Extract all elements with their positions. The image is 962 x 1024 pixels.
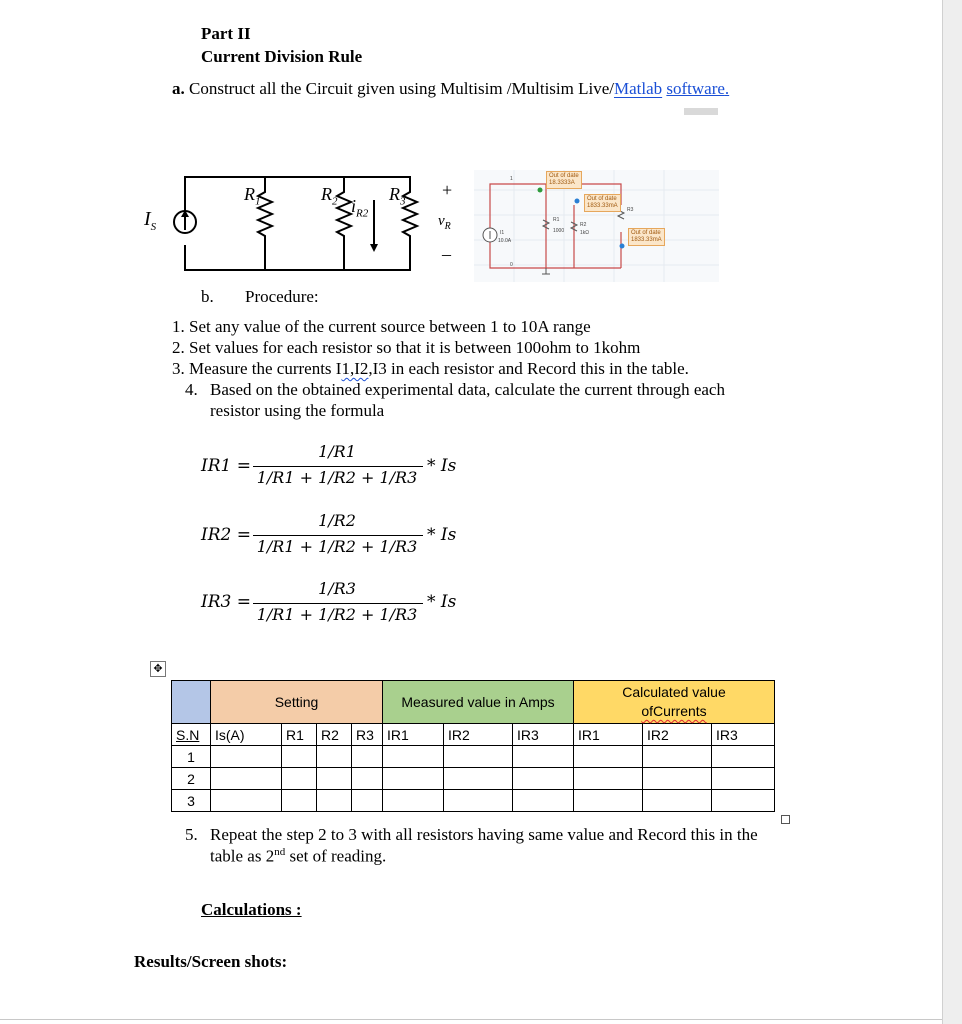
col-r1: R1: [282, 724, 317, 746]
step-5-line1: Repeat the step 2 to 3 with all resistors having same value and Record this in the: [210, 825, 758, 844]
plus-sign: +: [442, 180, 453, 200]
procedure-letter: b.: [201, 287, 214, 306]
probe-tag-1: Out of date 18.3333A: [546, 171, 582, 189]
sim-r2-value: 1kΩ: [580, 230, 590, 236]
r1-label: $R_1$: [244, 184, 261, 208]
table-row: [172, 790, 775, 812]
sim-r1-name: R1: [553, 217, 560, 223]
toolbar-strip: [684, 108, 718, 115]
row-sn: 1: [172, 746, 211, 768]
sim-r1-value: 1000: [553, 228, 565, 234]
table-row: [172, 746, 775, 768]
sim-source-name: I1: [500, 230, 505, 236]
row-sn: 2: [172, 768, 211, 790]
step-5-line2: table as 2nd set of reading.: [210, 846, 387, 866]
page-bottom-edge: [0, 1019, 942, 1020]
col-calc-ir2: IR2: [643, 724, 712, 746]
col-measured-ir3: IR3: [513, 724, 574, 746]
sim-ground-label: 0: [510, 262, 513, 268]
page-margin-bar: [942, 0, 962, 1024]
sim-node-label: 1: [510, 176, 513, 182]
sim-r2-name: R2: [580, 222, 587, 228]
table-row: [172, 768, 775, 790]
simulation-screenshot: [474, 170, 719, 282]
setting-header: Setting: [211, 681, 383, 724]
minus-sign: –: [442, 244, 451, 264]
r3-label: $R_3$: [389, 184, 406, 208]
step-5-num: 5.: [185, 825, 198, 844]
procedure-step-4-line2: resistor using the formula: [210, 401, 385, 420]
table-move-handle[interactable]: ✥: [150, 661, 166, 677]
probe-tag-2: Out of date 1833.33mA: [584, 194, 621, 212]
procedure-step-3: 3. Measure the currents I1,I2,I3 in each resistor and Record this in the table.: [172, 359, 689, 378]
ir2-label: $i_{R2}$: [351, 196, 369, 220]
measured-header: Measured value in Amps: [383, 681, 574, 724]
col-sn: S.N: [172, 724, 211, 746]
part-heading: Part II: [201, 24, 251, 43]
procedure-step-4-line1: Based on the obtained experimental data, calculate the current through each: [210, 380, 725, 399]
task-a-dot: .: [724, 79, 730, 98]
procedure-title: Procedure:: [245, 287, 319, 306]
matlab-link[interactable]: Matlab: [613, 79, 663, 98]
sim-source-value: 10.0A: [498, 238, 512, 244]
table-resize-handle[interactable]: [781, 815, 790, 824]
col-r3: R3: [352, 724, 383, 746]
col-calc-ir1: IR1: [574, 724, 643, 746]
source-label: $I_S$: [144, 208, 157, 233]
task-a: [172, 79, 729, 99]
col-calc-ir3: IR3: [712, 724, 775, 746]
circuit-diagram: [130, 170, 470, 280]
task-a-letter: a.: [172, 79, 185, 98]
procedure-step-2: 2. Set values for each resistor so that it is between 100ohm to 1kohm: [172, 338, 641, 357]
section-title: Current Division Rule: [201, 47, 363, 66]
sim-r3-name: R3: [627, 207, 634, 213]
probe-tag-3: Out of date 1833.33mA: [628, 228, 665, 246]
header-blank: [172, 681, 211, 724]
procedure-step-4-num: 4.: [185, 380, 198, 399]
col-r2: R2: [317, 724, 352, 746]
vr-label: $v_R$: [438, 213, 451, 232]
calculations-heading: Calculations :: [201, 900, 302, 919]
r2-label: $R_2$: [321, 184, 338, 208]
col-measured-ir2: IR2: [444, 724, 513, 746]
row-sn: 3: [172, 790, 211, 812]
calculated-header: Calculated value ofCurrents: [574, 681, 775, 724]
data-table: [171, 680, 775, 812]
col-is: Is(A): [211, 724, 282, 746]
software-link[interactable]: software: [666, 79, 725, 98]
col-measured-ir1: IR1: [383, 724, 444, 746]
task-a-text: Construct all the Circuit given using Multisim /Multisim Live/: [189, 79, 614, 98]
procedure-step-1: 1. Set any value of the current source between 1 to 10A range: [172, 317, 591, 336]
results-heading: Results/Screen shots:: [134, 952, 288, 971]
